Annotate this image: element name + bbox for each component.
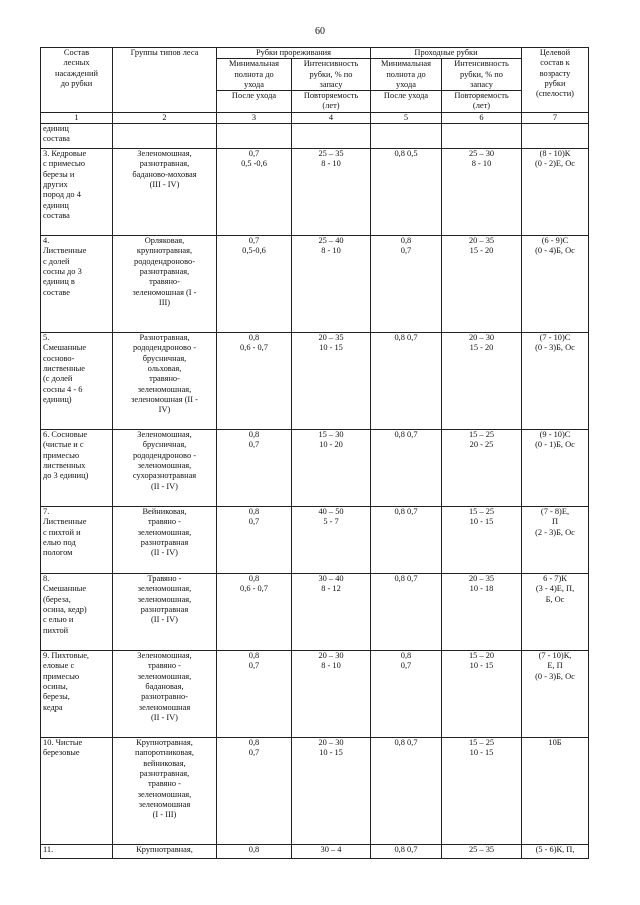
thinning-intensity-cell: 30 – 4	[292, 845, 371, 859]
thinning-density-cell	[217, 124, 292, 149]
target-composition-cell	[522, 124, 589, 149]
composition-cell: 4. Лиственные с долей сосны до 3 единиц в составе	[41, 236, 113, 333]
thinning-density-cell: 0,8 0,6 - 0,7	[217, 333, 292, 430]
thinning-density-cell: 0,7 0,5-0,6	[217, 236, 292, 333]
passage-density-cell: 0,8 0,7	[371, 651, 442, 738]
forest-group-cell: Разнотравная, рододендроново - брусничная, ольховая, травяно- зеленомошная, зеленомошная (II - IV)	[113, 333, 217, 430]
column-number: 1	[41, 112, 113, 123]
header-repeat-passage: Повторяемость (лет)	[442, 91, 522, 113]
thinning-density-cell: 0,8	[217, 845, 292, 859]
header-min-density-passage: Минимальная полнота до ухода	[371, 59, 442, 91]
page-number: 60	[315, 26, 325, 37]
target-composition-cell: (9 - 10)С (0 - 1)Б, Ос	[522, 430, 589, 507]
composition-cell: 10. Чистые березовые	[41, 738, 113, 845]
target-composition-cell: (7 - 10)К, Е, П (0 - 3)Б, Ос	[522, 651, 589, 738]
header-composition: Состав лесных насаждений до рубки	[41, 48, 113, 113]
passage-density-cell: 0,8 0,7	[371, 845, 442, 859]
header-intensity: Интенсивность рубки, % по запасу	[292, 59, 371, 91]
passage-density-cell: 0,8 0,5	[371, 149, 442, 236]
table-row	[41, 333, 589, 430]
header-target: Целевой состав к возрасту рубки (спелости)	[522, 48, 589, 113]
target-composition-cell: (6 - 9)С (0 - 4)Б, Ос	[522, 236, 589, 333]
thinning-intensity-cell: 20 – 30 10 - 15	[292, 738, 371, 845]
composition-cell: 5. Смешанные сосново- лиственные (с долей сосны 4 - 6 единиц)	[41, 333, 113, 430]
passage-intensity-cell: 20 – 30 15 - 20	[442, 333, 522, 430]
thinning-intensity-cell: 25 – 35 8 - 10	[292, 149, 371, 236]
forest-group-cell: Вейниковая, травяно - зеленомошная, разнотравная (II - IV)	[113, 507, 217, 574]
target-composition-cell: 6 - 7)К (3 - 4)Е, П, Б, Ос	[522, 574, 589, 651]
table-row	[41, 507, 589, 574]
passage-intensity-cell: 15 – 25 10 - 15	[442, 738, 522, 845]
passage-intensity-cell: 15 – 25 20 - 25	[442, 430, 522, 507]
composition-cell: 7. Лиственные с пихтой и елью под пологом	[41, 507, 113, 574]
composition-cell: 8. Смешанные (береза, осина, кедр) с елью и пихтой	[41, 574, 113, 651]
target-composition-cell: (8 - 10)К (0 - 2)Е, Ос	[522, 149, 589, 236]
column-number: 5	[371, 112, 442, 123]
forest-group-cell	[113, 124, 217, 149]
header-thinning: Рубки прореживания	[217, 48, 371, 59]
thinning-density-cell: 0,8 0,7	[217, 738, 292, 845]
forest-group-cell: Травяно - зеленомошная, зеленомошная, разнотравная (II - IV)	[113, 574, 217, 651]
forest-group-cell: Зеленомошная, разнотравная, баданово-моховая (III - IV)	[113, 149, 217, 236]
passage-density-cell: 0,8 0,7	[371, 236, 442, 333]
passage-density-cell	[371, 124, 442, 149]
table-body	[41, 124, 589, 859]
passage-intensity-cell	[442, 124, 522, 149]
column-number-row	[41, 112, 589, 123]
column-number: 3	[217, 112, 292, 123]
forest-group-cell: Орляковая, крупнотравная, рододендроново- разнотравная, травяно- зеленомошная (I - III)	[113, 236, 217, 333]
thinning-density-cell: 0,8 0,7	[217, 507, 292, 574]
thinning-density-cell: 0,8 0,7	[217, 651, 292, 738]
composition-cell: 11.	[41, 845, 113, 859]
thinning-intensity-cell: 30 – 40 8 - 12	[292, 574, 371, 651]
table-row	[41, 845, 589, 859]
composition-cell: 6. Сосновые (чистые и с примесью лиственных до 3 единиц)	[41, 430, 113, 507]
passage-intensity-cell: 25 – 35	[442, 845, 522, 859]
thinning-density-cell: 0,8 0,7	[217, 430, 292, 507]
passage-density-cell: 0,8 0,7	[371, 507, 442, 574]
column-number: 2	[113, 112, 217, 123]
table-row	[41, 124, 589, 149]
thinning-intensity-cell: 20 – 30 8 - 10	[292, 651, 371, 738]
table-row	[41, 149, 589, 236]
passage-intensity-cell: 15 – 25 10 - 15	[442, 507, 522, 574]
target-composition-cell: (7 - 10)С (0 - 3)Б, Ос	[522, 333, 589, 430]
thinning-density-cell: 0,7 0,5 -0,6	[217, 149, 292, 236]
header-after-care: После ухода	[217, 91, 292, 113]
header-min-density: Минимальная полнота до ухода	[217, 59, 292, 91]
thinning-intensity-cell: 40 – 50 5 - 7	[292, 507, 371, 574]
composition-cell: 9. Пихтовые, еловые с примесью осины, березы, кедра	[41, 651, 113, 738]
target-composition-cell: (7 - 8)Е, П (2 - 3)Б, Ос	[522, 507, 589, 574]
thinning-intensity-cell: 15 – 30 10 - 20	[292, 430, 371, 507]
thinning-intensity-cell: 25 – 40 8 - 10	[292, 236, 371, 333]
thinning-intensity-cell: 20 – 35 10 - 15	[292, 333, 371, 430]
forest-group-cell: Зеленомошная, травяно - зеленомошная, бадановая, разнотравно- зеленомошная (II - IV)	[113, 651, 217, 738]
passage-intensity-cell: 20 – 35 10 - 18	[442, 574, 522, 651]
forest-care-table	[40, 47, 589, 859]
passage-density-cell: 0,8 0,7	[371, 333, 442, 430]
passage-intensity-cell: 25 – 30 8 - 10	[442, 149, 522, 236]
column-number: 7	[522, 112, 589, 123]
table-row	[41, 738, 589, 845]
table-row	[41, 651, 589, 738]
passage-density-cell: 0,8 0,7	[371, 430, 442, 507]
table-row	[41, 236, 589, 333]
table-row	[41, 430, 589, 507]
passage-density-cell: 0,8 0,7	[371, 574, 442, 651]
header-passage: Проходные рубки	[371, 48, 522, 59]
target-composition-cell: (5 - 6)К, П,	[522, 845, 589, 859]
column-number: 6	[442, 112, 522, 123]
target-composition-cell: 10Б	[522, 738, 589, 845]
composition-cell: единиц состава	[41, 124, 113, 149]
column-number: 4	[292, 112, 371, 123]
forest-group-cell: Крупнотравная, папоротниковая, вейниковая, разнотравная, травяно - зеленомошная, зеленомошная (I - III)	[113, 738, 217, 845]
passage-density-cell: 0,8 0,7	[371, 738, 442, 845]
table-row	[41, 574, 589, 651]
forest-group-cell: Крупнотравная,	[113, 845, 217, 859]
thinning-intensity-cell	[292, 124, 371, 149]
header-forest-groups: Группы типов леса	[113, 48, 217, 113]
forest-group-cell: Зеленомошная, брусничная, рододендроново - зеленомошная, сухоразнотравная (II - IV)	[113, 430, 217, 507]
header-intensity-passage: Интенсивность рубки, % по запасу	[442, 59, 522, 91]
header-repeat: Повторяемость (лет)	[292, 91, 371, 113]
composition-cell: 3. Кедровые с примесью березы и других пород до 4 единиц состава	[41, 149, 113, 236]
passage-intensity-cell: 20 – 35 15 - 20	[442, 236, 522, 333]
passage-intensity-cell: 15 – 20 10 - 15	[442, 651, 522, 738]
header-after-care-passage: После ухода	[371, 91, 442, 113]
thinning-density-cell: 0,8 0,6 - 0,7	[217, 574, 292, 651]
